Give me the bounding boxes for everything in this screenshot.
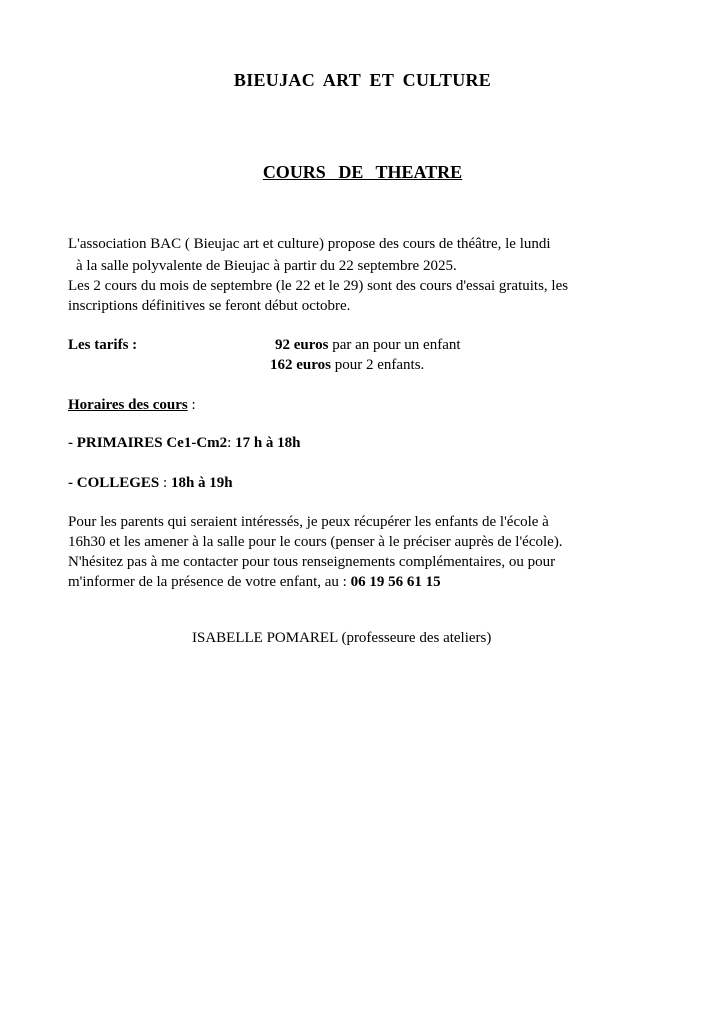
info-line-4-text: m'informer de la présence de votre enfant, au :: [68, 574, 351, 590]
primaires-time: 17 h à 18h: [235, 435, 301, 451]
intro-line-1: L'association BAC ( Bieujac art et culture) propose des cours de théâtre, le lundi: [68, 236, 551, 252]
horaire-colleges: [68, 474, 233, 492]
tarif-two-children-price: 162 euros: [270, 357, 331, 373]
primaires-sep: :: [227, 435, 236, 451]
document-title: BIEUJAC ART ET CULTURE: [233, 70, 492, 90]
colleges-time: 18h à 19h: [170, 475, 233, 491]
info-line-4: [68, 573, 441, 591]
tarifs-label: Les tarifs :: [68, 337, 138, 353]
info-line-1: Pour les parents qui seraient intéressés, je peux récupérer les enfants de l'école à: [68, 514, 549, 530]
colleges-label: - COLLEGES: [68, 475, 160, 491]
primaires-label: - PRIMAIRES Ce1-Cm2: [68, 435, 228, 451]
tarif-two-children-desc: pour 2 enfants.: [330, 357, 425, 373]
tarif-one-child: [275, 336, 461, 354]
horaire-primaires: [68, 434, 301, 452]
intro-line-4: inscriptions définitives se feront début octobre.: [68, 298, 351, 314]
colleges-sep: :: [159, 475, 171, 491]
phone-number: 06 19 56 61 15: [350, 574, 441, 590]
document-subtitle: COURS DE THEATRE: [262, 162, 463, 182]
intro-line-3: Les 2 cours du mois de septembre (le 22 et le 29) sont des cours d'essai gratuits, les: [68, 278, 569, 294]
info-line-3: N'hésitez pas à me contacter pour tous renseignements complémentaires, ou pour: [68, 554, 556, 570]
info-line-2: 16h30 et les amener à la salle pour le cours (penser à le préciser auprès de l'école).: [68, 534, 563, 550]
tarif-one-child-price: 92 euros: [275, 337, 329, 353]
horaires-label-suffix: :: [187, 397, 196, 413]
horaires-label: Horaires des cours: [68, 397, 188, 413]
horaires-heading: [68, 396, 196, 414]
tarif-one-child-desc: par an pour un enfant: [328, 337, 461, 353]
tarif-two-children: [270, 356, 424, 374]
intro-line-2: à la salle polyvalente de Bieujac à partir du 22 septembre 2025.: [76, 258, 457, 274]
signature: ISABELLE POMAREL (professeure des ateliers): [192, 630, 492, 646]
